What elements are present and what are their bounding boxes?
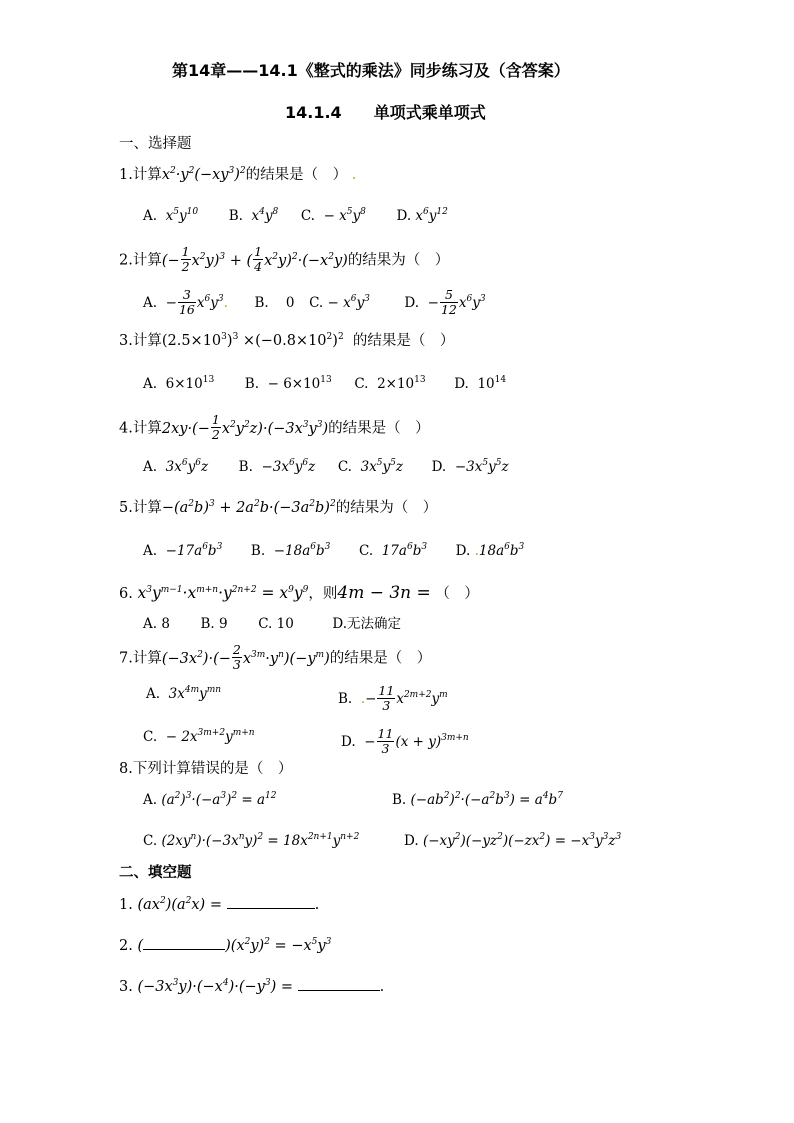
f3-answer-blank[interactable]: [298, 978, 380, 991]
q3-suffix: 的结果是（ ）: [352, 333, 455, 349]
q8-option-a-label: A.: [143, 792, 158, 808]
q1-option-c-label: C.: [300, 208, 315, 224]
q2-option-c-expression: − $x^6y^3$: [327, 294, 370, 311]
q1-option-d-label: D.: [396, 208, 412, 224]
q8-option-d-label: D.: [404, 833, 419, 849]
q5-option-a-expression: $-17a^6b^3$: [165, 542, 223, 559]
q4-options: [143, 458, 509, 476]
f2-prefix: 2.: [119, 938, 133, 954]
q4-option-b-expression: $-3x^6y^6z$: [261, 458, 316, 475]
q7-option-d-expression: − $\frac{11}{3}$ $(x + y)^{3m+n}$: [364, 726, 469, 756]
q1-option-b-label: B.: [228, 208, 243, 224]
q5-option-d-label: D.: [455, 543, 471, 559]
q1-prefix: 1.计算: [119, 167, 162, 183]
q5-prefix: 5.计算: [119, 500, 162, 516]
f3-expression: $(-3x^3y)\cdot(-x^4)\cdot(-y^3)$ =: [137, 978, 294, 995]
question-3: [119, 332, 454, 350]
fill-question-1: 1. $(ax^2)(a^2x)$ = .: [119, 896, 320, 913]
f1-prefix: 1.: [119, 897, 133, 913]
q1-option-b-expression: $x^4y^8$: [251, 207, 279, 224]
question-6: [119, 584, 479, 603]
q7-option-b-label: B.: [338, 691, 353, 707]
page-subtitle: 14.1.4 单项式乘单项式: [285, 103, 486, 122]
f3-prefix: 3.: [119, 979, 133, 995]
q3-options: [143, 375, 506, 393]
q4-option-b-label: B.: [238, 459, 253, 475]
q8-option-c-expression: $(2xy^n)\cdot(-3x^ny)^2 = 18x^{2n+1}y^{n+2}$: [161, 832, 360, 849]
q6-option-c: C. 10: [258, 616, 294, 632]
q8-option-b-label: B.: [392, 792, 407, 808]
q7-prefix: 7.计算: [119, 650, 162, 667]
q6-options: [143, 615, 401, 633]
q7-option-d: [341, 728, 469, 757]
q8-option-c-label: C.: [143, 833, 158, 849]
question-8: 8.下列计算错误的是（ ）: [119, 761, 293, 777]
q3-option-d-label: D.: [454, 376, 469, 392]
q5-option-b-label: B.: [250, 543, 266, 559]
q6-prefix: 6.: [119, 586, 133, 602]
q7-option-b-expression: .− $\frac{11}{3}$ $x^{2m+2}y^m$: [360, 683, 448, 713]
q7-option-a: [146, 685, 221, 703]
fill-question-2: [119, 937, 331, 955]
question-4: [119, 414, 430, 443]
q2-option-d-label: D.: [404, 295, 420, 311]
question-5: [119, 499, 437, 517]
q8-option-a-expression: $(a^2)^3\cdot(-a^3)^2 = a^{12}$: [161, 791, 277, 808]
q4-option-a-expression: $3x^6y^6z$: [165, 458, 209, 475]
q3-option-b-label: B.: [244, 376, 259, 392]
q2-options: [143, 289, 486, 318]
f1-expression: $(ax^2)(a^2x)$ =: [137, 896, 222, 913]
q6-mid: ，则: [308, 586, 338, 602]
q1-suffix: 的结果是（ ）: [245, 167, 348, 183]
q1-options: [143, 207, 448, 225]
q6-expression: $x^3y^{m-1}\cdot x^{m+n}\cdot y^{2n+2} = x^9y^9$: [137, 584, 309, 602]
q5-options: [143, 542, 524, 560]
q7-option-c-label: C.: [143, 729, 158, 745]
q8-option-d-expression: $(-xy^2)(-yz^2)(-zx^2) = -x^3y^3z^3$: [422, 832, 622, 849]
q4-option-c-label: C.: [337, 459, 352, 475]
q2-prefix: 2.计算: [119, 252, 162, 269]
q5-option-c-label: C.: [358, 543, 374, 559]
q3-option-c-expression: $2\times 10^{13}$: [377, 375, 426, 392]
q4-option-d-expression: $-3x^5y^5z$: [454, 458, 509, 475]
q1-option-a-expression: $x^5y^{10}$: [165, 207, 199, 224]
q7-option-d-label: D.: [341, 734, 356, 750]
page-title: 第14章——14.1《整式的乘法》同步练习及（含答案）: [172, 61, 570, 80]
q2-expression: (− $\frac{1}{2}$ $x^2y)^3$ + ( $\frac{1}{4}$ $x^2y)^2\cdot(-x^2y)$: [161, 244, 348, 274]
q8-option-d: [404, 832, 621, 850]
q6-suffix: （ ）: [435, 586, 479, 602]
q6-option-b: B. 9: [200, 616, 228, 632]
q5-option-a-label: A.: [143, 543, 158, 559]
q8-option-c: [143, 832, 359, 850]
question-2: [119, 246, 449, 275]
q7-option-a-expression: $3x^{4m}y^{mn}$: [168, 685, 222, 702]
q5-option-d-expression: $.18a^6b^3$: [474, 542, 525, 559]
q6-option-a: A. 8: [143, 616, 170, 632]
q7-option-c: [143, 728, 255, 746]
q1-option-a-label: A.: [143, 208, 158, 224]
q1-option-d-expression: $x^6y^{12}$: [415, 207, 448, 224]
q3-option-d-expression: $10^{14}$: [477, 375, 507, 392]
q4-prefix: 4.计算: [119, 420, 162, 437]
q4-option-c-expression: $3x^5y^5z$: [360, 458, 403, 475]
fill-question-3: 3. $(-3x^3y)\cdot(-x^4)\cdot(-y^3)$ = .: [119, 978, 385, 995]
q2-suffix: 的结果为（ ）: [347, 252, 450, 269]
f2-answer-blank[interactable]: [143, 937, 225, 950]
q2-option-a-label: A.: [143, 295, 158, 311]
q2-option-a-expression: − $\frac{3}{16}$ $x^6y^3$.: [165, 287, 228, 317]
q7-option-a-label: A.: [146, 686, 161, 702]
q7-option-c-expression: − $2x^{3m+2}y^{m+n}$: [165, 728, 255, 745]
section-choice-heading: 一、选择题: [119, 136, 192, 152]
q5-expression: $-(a^2b)^3 + 2a^2b\cdot(-3a^2b)^2$: [161, 499, 336, 516]
q3-option-a-label: A.: [143, 376, 158, 392]
q3-expression: $(2.5\times 10^3)^3 \times(-0.8\times 10^2)^2$: [161, 332, 344, 349]
q4-option-d-label: D.: [431, 459, 447, 475]
q1-expression: $x^2\cdot y^2(-xy^3)^2$: [161, 166, 246, 183]
question-1: [119, 166, 356, 184]
q3-option-a-expression: $6\times 10^{13}$: [165, 375, 215, 392]
f1-answer-blank[interactable]: [227, 896, 315, 909]
question-7: [119, 644, 431, 673]
f2-expression: ( )$(x^2y)^2 = -x^5y^3$: [137, 937, 332, 954]
q7-expression: $(-3x^2)\cdot(-$ $\frac{2}{3}$ $x^{3m}\cdot y^n)(-y^m)$: [161, 642, 330, 672]
q4-expression: 2xy·(− $\frac{1}{2}$ $x^2y^2z)\cdot(-3x^3y^3)$: [161, 412, 329, 442]
q6-target-expression: 4m − 3n =: [337, 583, 431, 603]
q2-option-b-label: B.: [254, 295, 269, 311]
q5-option-c-expression: $17a^6b^3$: [381, 542, 428, 559]
q8-option-b-expression: $(-ab^2)^2\cdot(-a^2b^3) = a^4b^7$: [410, 791, 563, 808]
q7-suffix: 的结果是（ ）: [329, 650, 432, 667]
q2-option-b-value: 0: [285, 295, 295, 311]
q1-option-c-expression: − $x^5y^8$: [323, 207, 366, 224]
q2-option-d-expression: − $\frac{5}{12}$ $x^6y^3$: [427, 287, 486, 317]
q3-prefix: 3.计算: [119, 333, 162, 349]
q6-option-d: D.无法确定: [332, 616, 402, 632]
stray-dot: .: [351, 167, 357, 183]
section-fill-heading: 二、填空题: [119, 865, 192, 881]
q5-suffix: 的结果为（ ）: [335, 500, 438, 516]
q4-option-a-label: A.: [143, 459, 158, 475]
q8-option-b: [392, 791, 563, 809]
q3-option-b-expression: − $6\times 10^{13}$: [267, 375, 332, 392]
q7-option-b: [338, 685, 448, 714]
q5-option-b-expression: $-18a^6b^3$: [273, 542, 331, 559]
q2-option-c-label: C.: [309, 295, 324, 311]
q8-option-a: [143, 791, 277, 809]
q3-option-c-label: C.: [354, 376, 369, 392]
q4-suffix: 的结果是（ ）: [328, 420, 430, 437]
